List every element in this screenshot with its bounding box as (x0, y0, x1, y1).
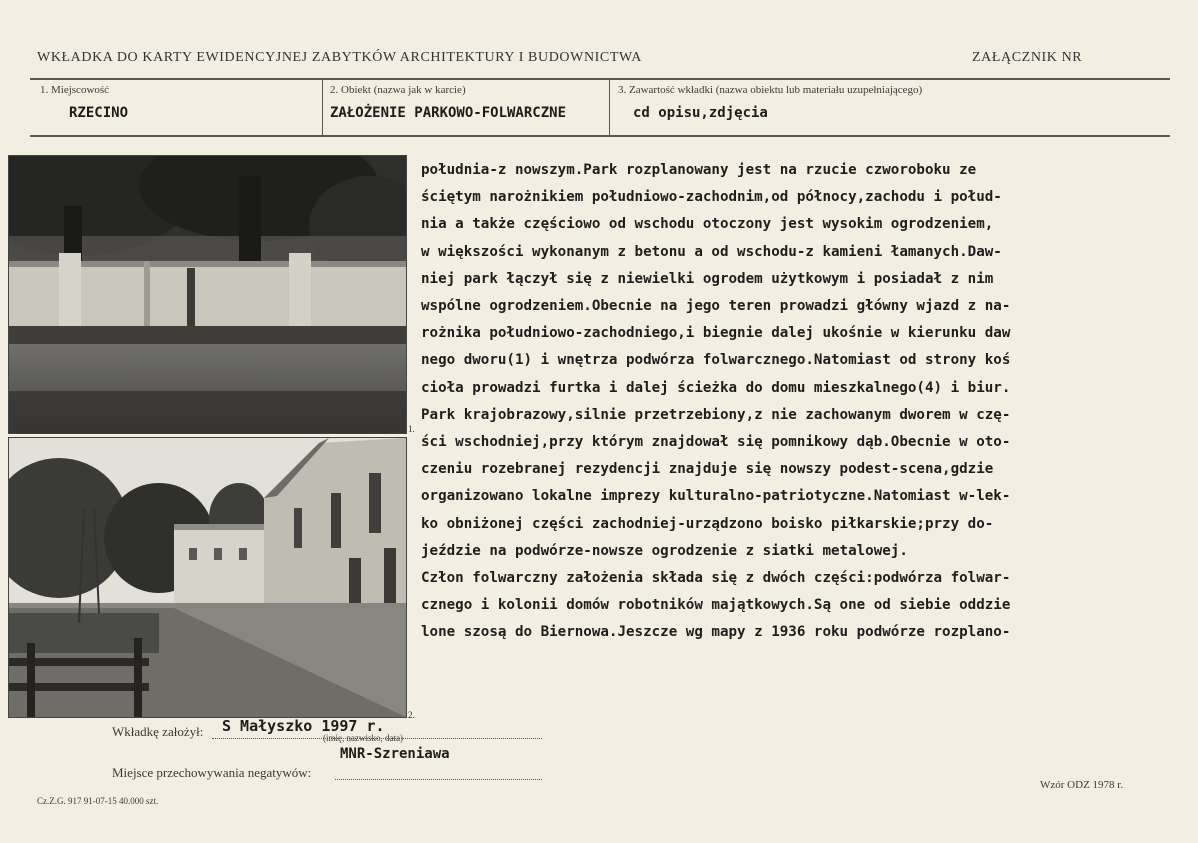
photo-number-2: 2. (408, 710, 415, 720)
founded-by-value: S Małyszko 1997 r. (222, 717, 385, 735)
field-divider (609, 80, 610, 135)
text-line: w większości wykonanym z betonu a od wschodu-z kamieni łamanych.Daw- (421, 243, 1002, 260)
text-line: jeździe na podwórze-nowsze ogrodzenie z siatki metalowej. (421, 542, 908, 559)
text-line: Park krajobrazowy,silnie przetrzebiony,z nie zachowanym dworem w czę- (421, 406, 1011, 423)
storage-line (335, 779, 542, 780)
photo-number-1: 1. (408, 424, 415, 434)
farm-courtyard-image (9, 438, 406, 717)
storage-label: Miejsce przechowywania negatywów: (112, 765, 312, 780)
text-line: lone szosą do Biernowa.Jeszcze wg mapy z 1936 roku podwórze rozplano- (421, 624, 1011, 641)
founded-by-hint: (imię, nazwisko, data) (323, 733, 403, 743)
object-label: 2. Obiekt (nazwa jak w karcie) (330, 84, 466, 96)
object-value: ZAŁOŻENIE PARKOWO-FOLWARCZNE (330, 105, 567, 121)
photo-park-wall (8, 155, 407, 434)
text-line: organizowano lokalne imprezy kulturalno-patriotyczne.Natomiast w-lek- (421, 488, 1011, 505)
annex-label: ZAŁĄCZNIK NR (972, 50, 1083, 65)
insert-content-label: 3. Zawartość wkładki (nazwa obiektu lub materiału uzupełniającego) (618, 84, 923, 96)
top-rule (30, 78, 1170, 80)
text-line: Człon folwarczny założenia składa się z dwóch części:podwórza folwar- (421, 570, 1011, 587)
text-line: ściętym narożnikiem południowo-zachodnim,od północy,zachodu i połud- (421, 189, 1002, 206)
text-line: ko obniżonej części zachodniej-urządzono boisko piłkarskie;przy do- (421, 515, 994, 532)
insert-content-value: cd opisu,zdjęcia (633, 105, 768, 121)
text-line: niej park łączył się z niewielki ogrodem użytkowym i posiadał z nim (421, 270, 994, 287)
description-text (421, 157, 1181, 647)
storage-value: MNR-Szreniawa (340, 746, 450, 762)
photo-farm-courtyard (8, 437, 407, 718)
text-line: nego dworu(1) i wnętrza podwórza folwarcznego.Natomiast od strony koś (421, 352, 1011, 369)
founded-by-label: Wkładkę założył: (112, 724, 204, 739)
form-id: Wzór ODZ 1978 r. (1040, 779, 1124, 791)
text-line: nia a także częściowo od wschodu otoczony jest wysokim ogrodzeniem, (421, 216, 994, 233)
park-wall-image (9, 156, 406, 433)
text-line: czeniu rozebranej rezydencji znajduje się nowszy podest-scena,gdzie (421, 461, 994, 478)
header-bottom-rule (30, 135, 1170, 137)
text-line: rożnika południowo-zachodniego,i biegnie dalej ukośnie w kierunku daw (421, 325, 1011, 342)
text-line: wspólne ogrodzeniem.Obecnie na jego teren prowadzi główny wjazd z na- (421, 298, 1011, 315)
text-line: ści wschodniej,przy którym znajdował się pomnikowy dąb.Obecnie w oto- (421, 434, 1011, 451)
print-info: Cz.Z.G. 917 91-07-15 40.000 szt. (37, 796, 159, 806)
text-line: cioła prowadzi furtka i dalej ścieżka do domu mieszkalnego(4) i biur. (421, 379, 1011, 396)
form-title: WKŁADKA DO KARTY EWIDENCYJNEJ ZABYTKÓW ARCHITEKTURY I BUDOWNICTWA (37, 50, 642, 65)
text-line: południa-z nowszym.Park rozplanowany jest na rzucie czworoboku ze (421, 162, 977, 178)
field-divider (322, 80, 323, 135)
locality-value: RZECINO (69, 105, 129, 121)
text-line: cznego i kolonii domów robotników majątkowych.Są one od siebie oddzie (421, 597, 1011, 614)
locality-label: 1. Miejscowość (40, 84, 110, 96)
